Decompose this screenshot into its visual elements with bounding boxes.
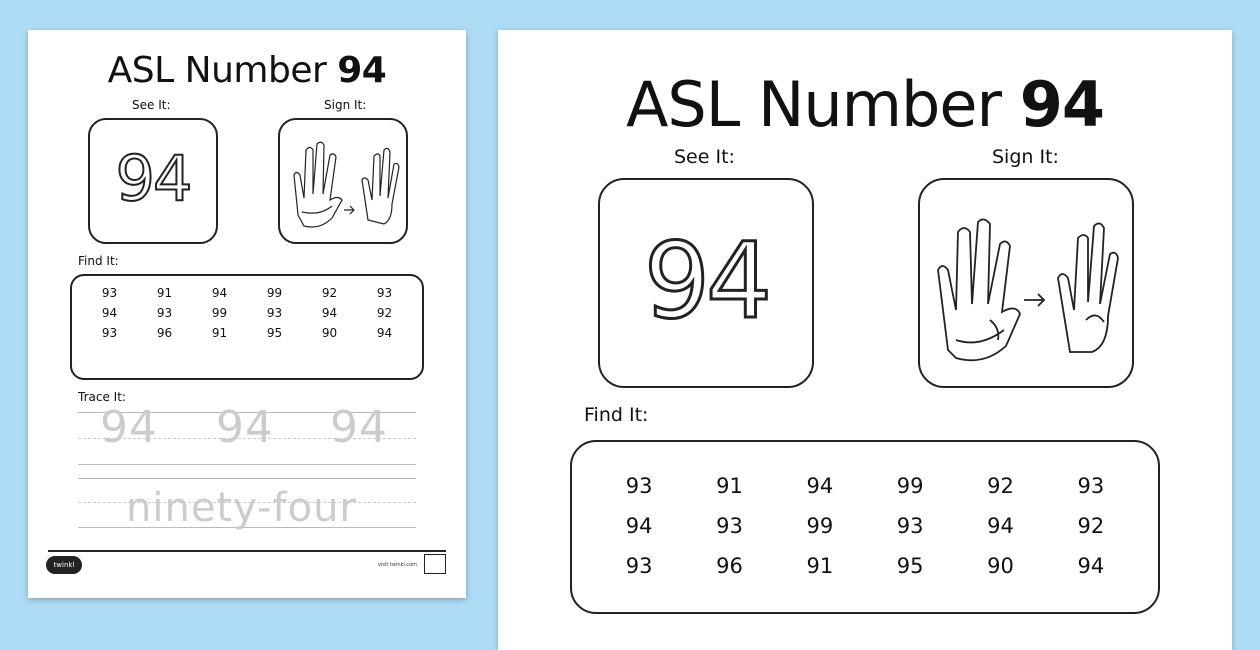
find-it-number[interactable]: 96 (716, 554, 743, 578)
find-it-number[interactable]: 91 (716, 474, 743, 498)
big-number: 94 (643, 220, 769, 342)
see-it-box (88, 118, 218, 244)
trace-it-label: Trace It: (78, 390, 126, 404)
find-it-number[interactable]: 90 (987, 554, 1014, 578)
title-text: ASL Number (625, 68, 1002, 141)
sign-it-box (918, 178, 1134, 388)
find-it-number[interactable]: 94 (101, 306, 118, 320)
trace-number: 94 (330, 402, 388, 453)
find-it-number[interactable]: 93 (1077, 474, 1105, 498)
find-it-number[interactable]: 99 (896, 474, 924, 498)
asl-hands-illustration (280, 120, 406, 242)
see-it-label: See It: (674, 146, 735, 168)
find-it-number[interactable]: 92 (987, 474, 1014, 498)
sign-it-box (278, 118, 408, 244)
see-it-box (598, 178, 814, 388)
find-it-number[interactable]: 94 (625, 514, 653, 538)
page-title (498, 68, 1232, 141)
sign-it-label: Sign It: (992, 146, 1059, 168)
find-it-label: Find It: (584, 404, 649, 426)
find-it-number[interactable]: 93 (266, 306, 283, 320)
find-it-grid (82, 286, 412, 340)
worksheet-preview-small (28, 30, 466, 598)
find-it-box (70, 274, 424, 380)
find-it-number[interactable]: 93 (625, 474, 653, 498)
brand-logo: twinkl (46, 556, 82, 574)
find-it-number[interactable]: 95 (266, 326, 283, 340)
big-number: 94 (115, 142, 191, 215)
find-it-number[interactable]: 93 (376, 286, 393, 300)
trace-guide-line (78, 464, 416, 465)
trace-number: 94 (100, 402, 158, 453)
find-it-number[interactable]: 94 (376, 326, 393, 340)
asl-hands-illustration (920, 180, 1132, 386)
find-it-number[interactable]: 91 (211, 326, 228, 340)
sign-it-label: Sign It: (324, 98, 367, 112)
page-title (28, 50, 466, 91)
see-it-label: See It: (132, 98, 171, 112)
title-number: 94 (1019, 68, 1105, 141)
find-it-number[interactable]: 96 (156, 326, 173, 340)
find-it-grid (594, 474, 1136, 578)
find-it-number[interactable]: 95 (896, 554, 924, 578)
find-it-number[interactable]: 94 (211, 286, 228, 300)
find-it-number[interactable]: 94 (321, 306, 338, 320)
find-it-number[interactable]: 93 (101, 326, 118, 340)
trace-number: 94 (216, 402, 274, 453)
footer-text: visit twinkl.com (378, 562, 418, 568)
title-number: 94 (337, 50, 387, 91)
footer-badge-icon (424, 554, 446, 574)
find-it-number[interactable]: 92 (321, 286, 338, 300)
footer-divider (48, 550, 446, 552)
find-it-number[interactable]: 94 (1077, 554, 1105, 578)
find-it-number[interactable]: 99 (806, 514, 834, 538)
find-it-number[interactable]: 93 (896, 514, 924, 538)
find-it-number[interactable]: 93 (716, 514, 743, 538)
find-it-number[interactable]: 93 (101, 286, 118, 300)
find-it-number[interactable]: 99 (266, 286, 283, 300)
find-it-label: Find It: (78, 254, 119, 268)
find-it-number[interactable]: 91 (806, 554, 834, 578)
find-it-number[interactable]: 90 (321, 326, 338, 340)
find-it-number[interactable]: 92 (1077, 514, 1105, 538)
find-it-number[interactable]: 92 (376, 306, 393, 320)
find-it-number[interactable]: 94 (806, 474, 834, 498)
worksheet-preview-large (498, 30, 1232, 650)
trace-guide-line (78, 478, 416, 479)
find-it-box (570, 440, 1160, 614)
find-it-number[interactable]: 91 (156, 286, 173, 300)
find-it-number[interactable]: 93 (625, 554, 653, 578)
trace-word: ninety-four (126, 485, 357, 531)
title-text: ASL Number (107, 50, 327, 91)
find-it-number[interactable]: 99 (211, 306, 228, 320)
find-it-number[interactable]: 94 (987, 514, 1014, 538)
find-it-number[interactable]: 93 (156, 306, 173, 320)
